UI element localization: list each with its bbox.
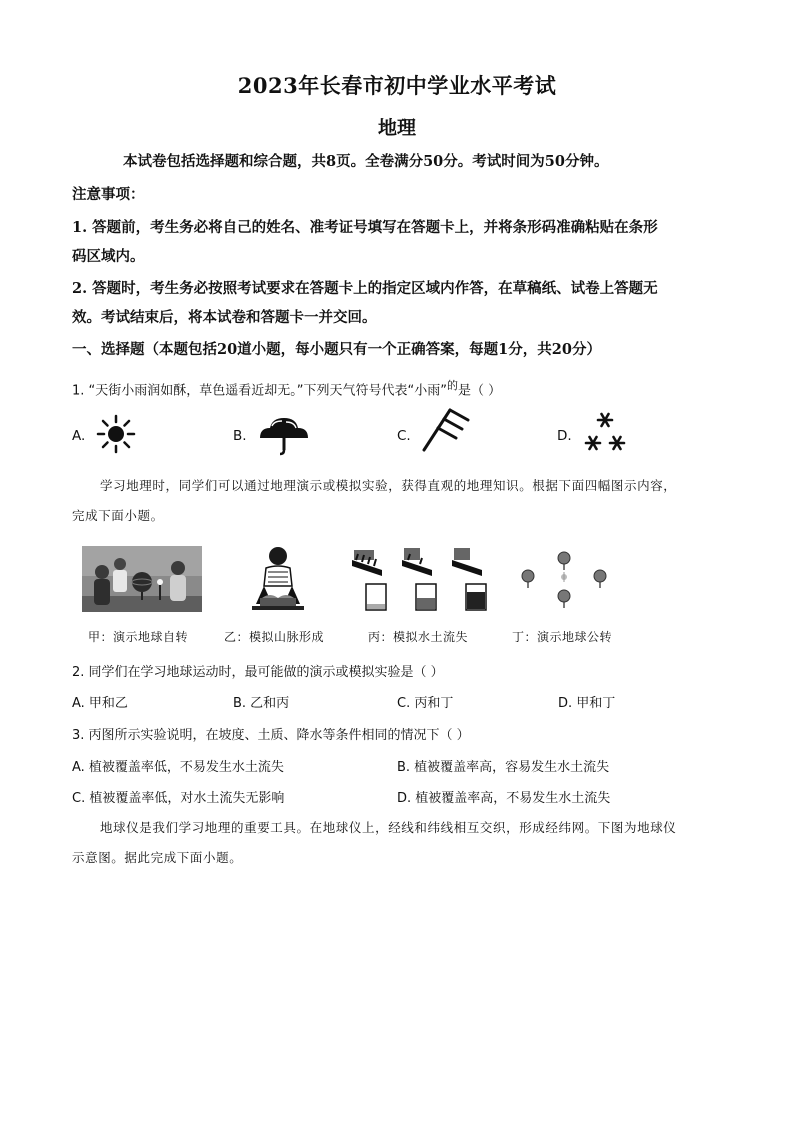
q1-option-c-label: C.: [397, 428, 411, 444]
passage-2-line-1: 地球仪是我们学习地理的重要工具。在地球仪上，经线和纬线相互交织，形成经纬网。下图为地球仪: [100, 820, 677, 835]
wind-flag-icon: [420, 406, 472, 454]
figure-caption-jia: 甲：演示地球自转: [88, 630, 189, 644]
q1-option-a-label: A.: [72, 428, 86, 444]
q3-option-c[interactable]: C. 植被覆盖率低，对水土流失无影响: [72, 791, 285, 806]
section-1-heading: 一、选择题（本题包括20道小题，每小题只有一个正确答案，每题1分，共20分）: [72, 341, 601, 358]
figure-bing-soil-erosion: [352, 546, 490, 612]
question-2-stem: 2. 同学们在学习地球运动时，最可能做的演示或模拟实验是（ ）: [72, 665, 444, 680]
figure-ding-earth-revolution: [518, 550, 610, 610]
figure-caption-yi: 乙：模拟山脉形成: [224, 630, 325, 644]
q3-option-a[interactable]: A. 植被覆盖率低，不易发生水土流失: [72, 760, 284, 775]
exam-intro: 本试卷包括选择题和综合题，共8页。全卷满分50分。考试时间为50分钟。: [123, 153, 609, 170]
figure-caption-bing: 丙：模拟水土流失: [368, 630, 469, 644]
question-1-stem-tail: 是（ ）: [457, 383, 502, 399]
passage-1-line-1: 学习地理时，同学们可以通过地理演示或模拟实验，获得直观的地理知识。根据下面四幅图示内容，: [100, 478, 677, 493]
notice-item-2-line-1: 2. 答题时，考生务必按照考试要求在答题卡上的指定区域内作答，在草稿纸、试卷上答题无: [72, 280, 658, 297]
question-3-stem: 3. 丙图所示实验说明，在坡度、土质、降水等条件相同的情况下（ ）: [72, 728, 470, 743]
cloud-rain-icon: [256, 412, 312, 456]
q3-option-b[interactable]: B. 植被覆盖率高，容易发生水土流失: [397, 760, 610, 775]
q2-option-b[interactable]: B. 乙和丙: [233, 696, 290, 711]
notice-item-1-line-1: 1. 答题前，考生务必将自己的姓名、准考证号填写在答题卡上，并将条形码准确粘贴在条形: [72, 219, 658, 236]
question-1-stem-text: 1. “天街小雨润如酥，草色遥看近却无。”下列天气符号代表“小雨”: [72, 383, 447, 399]
q2-option-a[interactable]: A. 甲和乙: [72, 696, 128, 711]
subject-title: 地理: [377, 117, 416, 139]
q1-option-d-label: D.: [557, 428, 572, 444]
q2-option-d[interactable]: D. 甲和丁: [558, 696, 616, 711]
figure-yi-mountain-formation: [248, 546, 308, 612]
figure-jia-earth-rotation: [82, 546, 202, 612]
q1-option-b-label: B.: [233, 428, 247, 444]
snow-icon: [582, 411, 628, 455]
notice-item-1-line-2: 码区域内。: [72, 248, 145, 265]
passage-2-line-2: 示意图。据此完成下面小题。: [72, 850, 243, 865]
exam-title: 2023年长春市初中学业水平考试: [237, 73, 557, 98]
question-1-stem-sup: 的: [446, 379, 458, 392]
figure-caption-ding: 丁：演示地球公转: [512, 630, 613, 644]
sun-icon: [96, 414, 136, 454]
notice-item-2-line-2: 效。考试结束后，将本试卷和答题卡一并交回。: [72, 309, 377, 326]
q2-option-c[interactable]: C. 丙和丁: [397, 696, 454, 711]
question-1-stem: [72, 377, 501, 398]
q3-option-d[interactable]: D. 植被覆盖率高，不易发生水土流失: [397, 791, 611, 806]
notice-heading: 注意事项：: [72, 186, 145, 203]
passage-1-line-2: 完成下面小题。: [72, 508, 164, 523]
